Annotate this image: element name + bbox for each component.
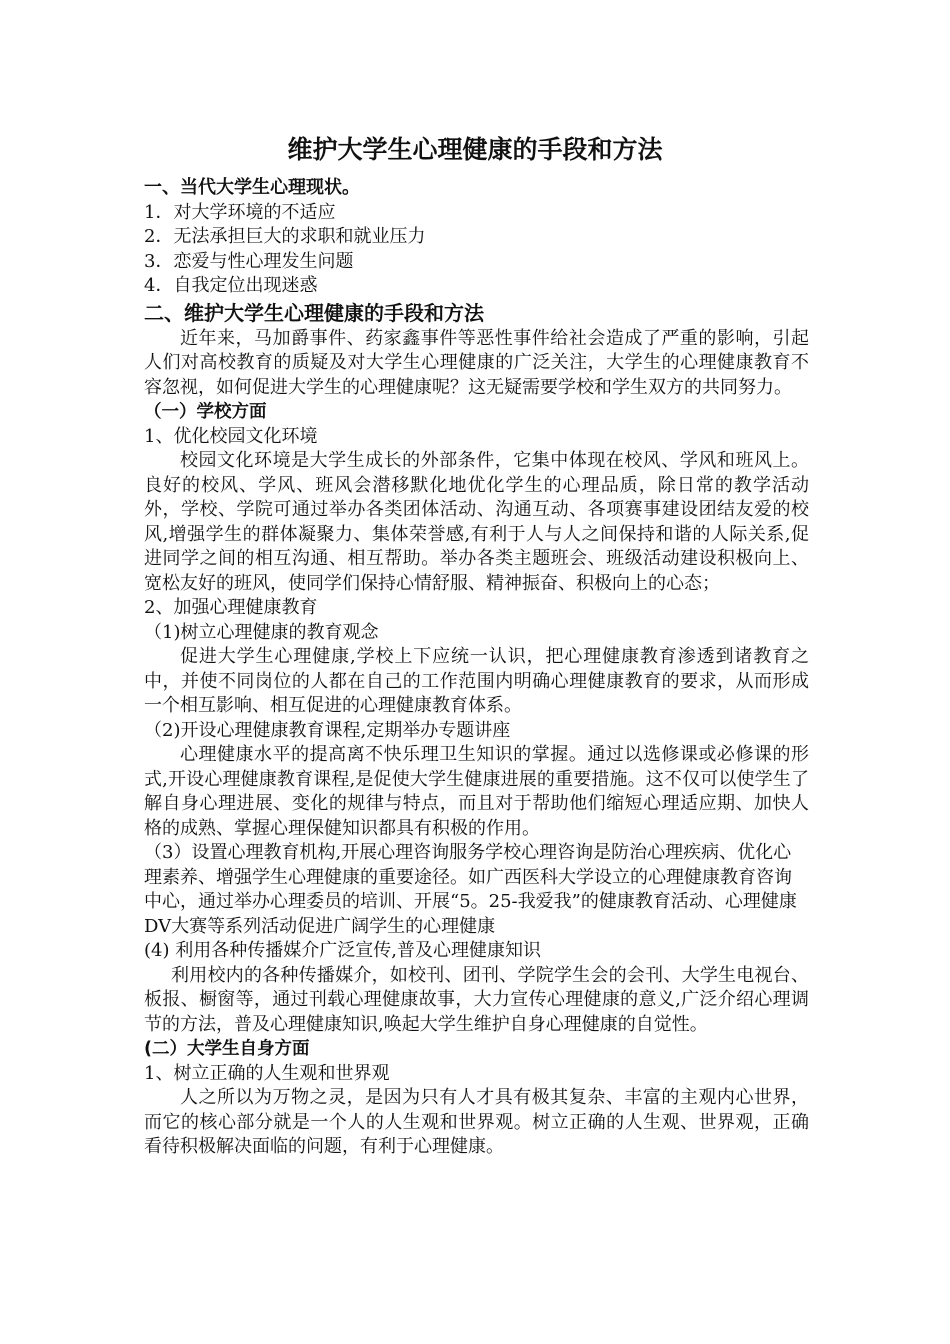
school-point2-title: 2、加强心理健康教育 xyxy=(144,597,318,618)
subpoint2-text: 心理健康水平的提高离不快乐理卫生知识的掌握。通过以选修课或必修课的形式,开设心理健康教育课程,是促使大学生健康进展的重要措施。这不仅可以使学生了解自身心理进展、变化的规律与特点，而且对于帮助他们缩短心理适应期、加快人格的成熟、掌握心理保健知识都具有积极的作用。 xyxy=(144,744,809,839)
section1-heading: 一、当代大学生心理现状。 xyxy=(144,177,360,198)
school-heading: （一）学校方面 xyxy=(144,402,267,422)
page-title: 维护大学生心理健康的手段和方法 xyxy=(287,135,663,164)
student-heading: (二）大学生自身方面 xyxy=(144,1039,310,1059)
subpoint1-title: （1)树立心理健康的教育观念 xyxy=(144,621,379,643)
school-point1-text: 校园文化环境是大学生成长的外部条件，它集中体现在校风、学风和班风上。良好的校风、学风、班风会潜移默化地优化学生的心理品质，除日常的教学活动外，学校、学院可通过举办各类团体活动、沟通互动、各项赛事建设团结友爱的校风,增强学生的群体凝聚力、集体荣誉感,有利于人与人之间保持和谐的人际关系,促进同学之间的相互沟通、相互帮助。举办各类主题班会、班级活动建设积极向上、宽松友好的班风，使同学们保持心情舒服、精神振奋、积极向上的心态； xyxy=(144,450,809,594)
subpoint2-title: （2)开设心理健康教育课程,定期举办专题讲座 xyxy=(144,719,511,741)
list-item: 1．对大学环境的不适应 xyxy=(144,201,336,223)
list-item: 2．无法承担巨大的求职和就业压力 xyxy=(144,226,426,247)
section2-intro: 近年来，马加爵事件、药家鑫事件等恶性事件给社会造成了严重的影响，引起人们对高校教育的质疑及对大学生心理健康的广泛关注，大学生的心理健康教育不容忽视，如何促进大学生的心理健康呢？这无疑需要学校和学生双方的共同努力。 xyxy=(144,327,809,398)
student-point1-title: 1、树立正确的人生观和世界观 xyxy=(144,1062,390,1084)
subpoint3-text: （3）设置心理教育机构,开展心理咨询服务学校心理咨询是防治心理疾病、优化心理素养、增强学生心理健康的重要途径。如广西医科大学设立的心理健康教育咨询中心，通过举办心理委员的培训、开展“5。25-我爱我”的健康教育活动、心理健康DV大赛等系列活动促进广阔学生的心理健康 xyxy=(144,842,797,937)
student-point1-text: 人之所以为万物之灵，是因为只有人才具有极其复杂、丰富的主观内心世界，而它的核心部分就是一个人的人生观和世界观。树立正确的人生观、世界观，正确看待积极解决面临的问题，有利于心理健康。 xyxy=(144,1087,809,1157)
school-point1-title: 1、优化校园文化环境 xyxy=(144,425,318,447)
list-item: 4．自我定位出现迷惑 xyxy=(144,275,318,296)
subpoint1-text: 促进大学生心理健康,学校上下应统一认识，把心理健康教育渗透到诸教育之中，并使不同岗位的人都在自己的工作范围内明确心理健康教育的要求，从而形成一个相互影响、相互促进的心理健康教育体系。 xyxy=(144,646,809,716)
section2-heading: 二、维护大学生心理健康的手段和方法 xyxy=(144,300,484,325)
subpoint4-title: (4) 利用各种传播媒介广泛宣传,普及心理健康知识 xyxy=(144,940,541,961)
subpoint4-text: 利用校内的各种传播媒介，如校刊、团刊、学院学生会的会刊、大学生电视台、板报、橱窗等，通过刊载心理健康故事，大力宣传心理健康的意义,广泛介绍心理调节的方法，普及心理健康知识,唤起大学生维护自身心理健康的自觉性。 xyxy=(144,964,809,1035)
list-item: 3．恋爱与性心理发生问题 xyxy=(144,250,354,272)
document-body xyxy=(144,176,809,1160)
